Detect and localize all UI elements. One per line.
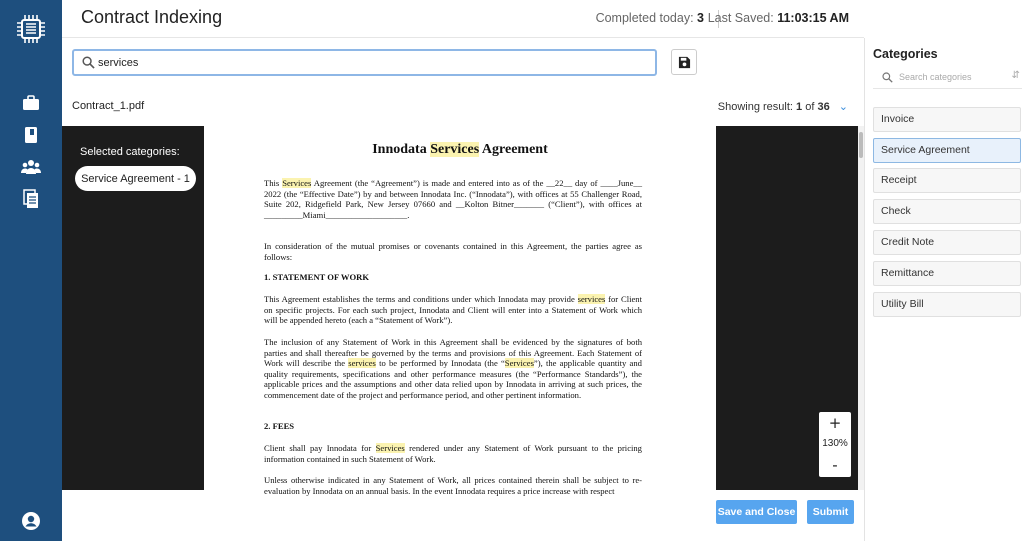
nav-briefcase[interactable] [0,88,62,118]
completed-today [596,11,704,25]
total-results: 36 [817,101,830,113]
category-search-placeholder[interactable]: Search categories [899,72,972,82]
save-icon [678,56,691,69]
users-icon [21,157,41,177]
paragraph-inclusion [264,337,642,401]
category-item-check[interactable]: Check [873,199,1021,224]
last-saved [708,11,849,25]
nav-documents[interactable] [0,184,62,214]
paragraph-prices: Unless otherwise indicated in any Statement of Work, all prices contained therein shall be subject to re-evaluation by Innodata on an annual basis. In the event Innodata requires a price increase with respect [264,475,642,496]
briefcase-icon [21,93,41,113]
submit-button[interactable]: Submit [807,500,854,524]
save-and-close-button[interactable]: Save and Close [716,500,797,524]
categories-panel [864,38,1024,541]
result-navigator [718,100,848,113]
p5b: rendered under any Statement of Work pursuant to the pricing information contained in such Statement of Work. [264,443,642,464]
category-item-remittance[interactable]: Remittance [873,261,1021,286]
heading-fees: 2. FEES [264,421,295,431]
category-item-receipt[interactable]: Receipt [873,168,1021,193]
paragraph-intro [264,178,642,220]
save-button[interactable] [671,49,697,75]
chevron-down-icon[interactable]: ⌄ [838,101,848,113]
p1b: Agreement (the “Agreement”) is made and entered into as of the __22__ day of ____June__ 2022 (the “Effective Date”) by and between Innodata Inc. (“Innodata”), with offices at 55 Challenger Road, Suite 202, Ridgefield Park, New Jersey 07660 and __Kolton Bitner_______ (“Client”), with offices at _________Miami___________________. [264,178,642,220]
sort-icon[interactable]: ⇵ [1011,70,1020,81]
category-item-utility-bill[interactable]: Utility Bill [873,292,1021,317]
selected-category-chip[interactable]: Service Agreement - 1 [75,166,196,191]
current-result: 1 [796,101,803,113]
left-nav-rail [0,0,62,541]
p4a: The inclusion of any Statement of Work in this Agreement shall be evidenced by the signatures of both parties and shall thereafter be governed by the terms and provisions of this Agreement. Each Statement of Work will describe the [264,337,642,369]
category-search[interactable] [873,65,1022,89]
chip-logo-icon[interactable] [14,12,48,46]
p5-highlight: Services [375,443,405,453]
paragraph-consideration: In consideration of the mutual promises or covenants contained in this Agreement, the parties agree as follows: [264,241,642,262]
nav-users[interactable] [0,152,62,182]
paragraph-sow [264,294,642,326]
zoom-out-button[interactable]: - [832,456,838,474]
p3b: for Client on specific projects. For each such project, Innodata and Client will enter into a Statement of Work which will be appended hereto (each a “Statement of Work”). [264,294,642,326]
top-header [62,0,864,38]
documents-icon [21,189,41,209]
p5a: Client shall pay Innodata for [264,443,376,453]
book-icon [21,125,41,145]
nav-book[interactable] [0,120,62,150]
p4c: ”), the applicable quantity and quality requirements, specifications and other performance measures (the “Performance Standards”), the applicable prices and the assumptions and other data relied upon by Innodata in arriving at such prices, the commencement date of the project and performance period, and other pertinent information. [264,358,642,400]
nav-profile[interactable] [0,506,62,536]
selected-categories-title: Selected categories: [80,146,180,158]
p4b: to be performed by Innodata (the “ [375,358,505,369]
zoom-control [819,412,851,477]
document-search[interactable] [72,49,657,76]
showing-label: Showing result: [717,101,793,113]
zoom-in-button[interactable]: + [828,414,842,432]
doc-title-pre: Innodata [372,142,431,157]
saved-label: Last Saved: [707,11,774,25]
document-title [204,142,716,158]
user-circle-icon [21,511,41,531]
search-icon [82,56,95,69]
doc-title-post: Agreement [479,142,548,157]
category-item-service-agreement[interactable]: Service Agreement [873,138,1021,163]
p3-highlight: services [577,294,606,304]
p4-highlight-1: services [348,358,376,369]
saved-value: 11:03:15 AM [777,11,849,25]
scrollbar-thumb[interactable] [859,132,863,158]
page-title: Contract Indexing [81,7,223,27]
paragraph-fees [264,443,642,464]
p3a: This Agreement establishes the terms and conditions under which Innodata may provide [264,294,578,304]
document-page [204,126,716,496]
p4-highlight-2: Services [504,358,534,369]
search-icon [882,72,893,83]
categories-title: Categories [873,47,938,61]
heading-statement-of-work: 1. STATEMENT OF WORK [264,272,370,282]
search-input[interactable] [98,54,638,72]
file-name: Contract_1.pdf [72,100,145,112]
of-label: of [805,101,815,113]
zoom-level: 130% [822,438,848,449]
category-item-invoice[interactable]: Invoice [873,107,1021,132]
category-item-credit-note[interactable]: Credit Note [873,230,1021,255]
p1a: This [264,178,283,188]
doc-title-highlight: Services [430,142,480,157]
p1-highlight: Services [282,178,312,188]
completed-label: Completed today: [595,11,694,25]
completed-value: 3 [697,11,704,25]
